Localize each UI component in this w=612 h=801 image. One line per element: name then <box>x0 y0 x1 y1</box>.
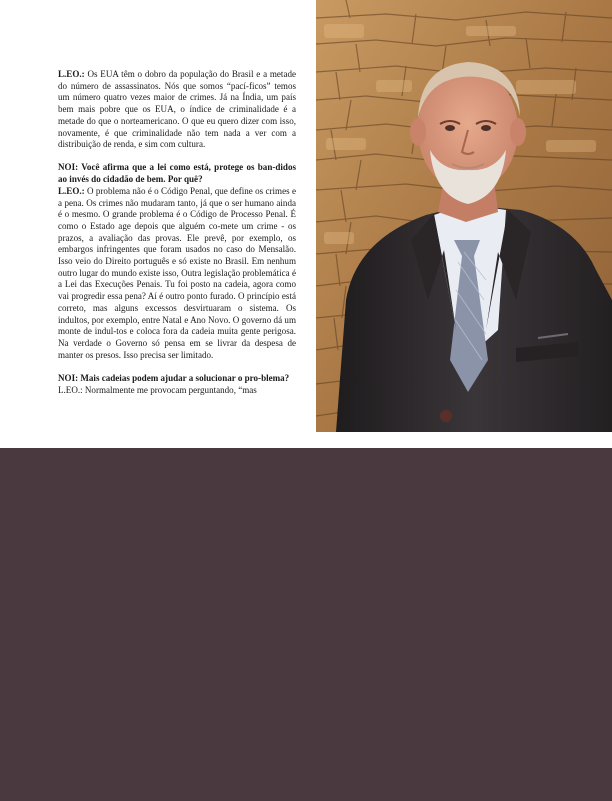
bottom-dark-block <box>0 448 612 801</box>
answer-text: Os EUA têm o dobro da população do Brasil e a metade do número de assassinatos. Nós que somos “pací-ficos” temos um número quatro vezes maior de crimes. Já na Índia, um país bem mais pobre que os EUA, o índice de criminalidade é a metade do que o norteamericano. O que eu quero dizer com isso, novamente, é que criminalidade não tem nada a ver com a distribuição de renda, e sim com cultura. <box>58 69 297 150</box>
speaker-label: L.EO.: <box>58 69 85 79</box>
article-text-column <box>58 69 296 397</box>
answer-paragraph-1 <box>58 69 296 151</box>
portrait-photo <box>316 0 612 432</box>
speaker-label: L.EO.: <box>58 185 85 196</box>
answer-paragraph-3-partial: L.EO.: Normalmente me provocam perguntando, “mas <box>58 384 257 395</box>
answer-paragraph-2 <box>58 186 296 362</box>
answer-text: O problema não é o Código Penal, que define os crimes e a pena. Os crimes não mudaram tanto, já que o ser humano ainda é o mesmo. O grande problema é o Código de Processo Penal. É como o Estado age depois que alguém co-mete um crime - os prazos, a avaliação das provas. Ele prevê, por exemplo, os embargos infringentes que foram usados no caso do Mensalão. Isso veio do Direito português e só existe no Brasil. Em nenhum outro lugar do mundo existe isso, Outra legislação problemática é a Lei das Execuções Penais. Tu foi posto na cadeia, agora como vai progredir essa pena? Aí é outro ponto furado. O princípio está correto, mas alguns excessos desvirtuaram o sistema. Os indultos, por exemplo, entre Natal e Ano Novo. O governo dá um monte de indul-tos e coloca fora da cadeia muita gente perigosa. Na verdade o Governo só pensa em se livrar da despesa de manter os presos. Isso precisa ser limitado. <box>58 185 296 360</box>
question-3: NOI: Mais cadeias podem ajudar a solucionar o pro-blema? <box>58 372 290 383</box>
question-2: NOI: Você afirma que a lei como está, protege os ban-didos ao invés do cidadão de bem. Por quê? <box>58 162 296 185</box>
portrait-illustration <box>316 0 612 432</box>
